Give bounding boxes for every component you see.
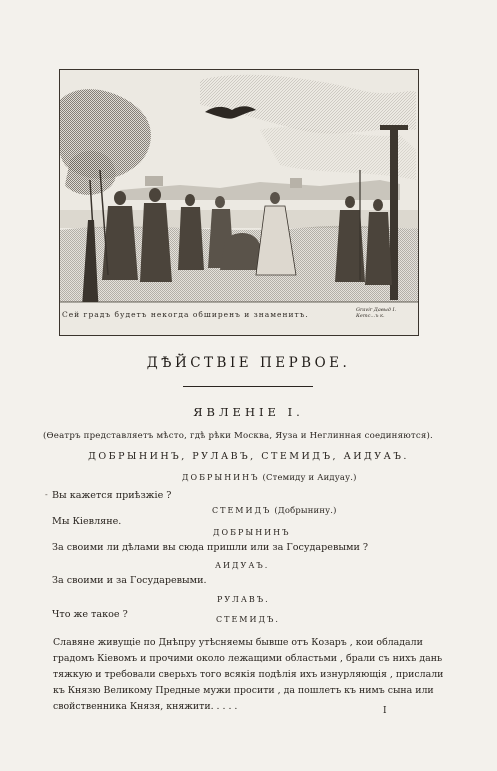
scene-title: ЯВЛЕНІЕ I. [193, 405, 304, 419]
dialogue-line: Мы Кіевляне. [52, 516, 122, 527]
paragraph-line: къ Князю Великому Предные мужи просити , да пошлетъ къ нимъ сына или [53, 685, 434, 696]
engraving-scene [60, 70, 418, 335]
engraving-illustration [59, 69, 419, 336]
dialogue-line: За своими и за Государевыми. [52, 575, 207, 586]
paragraph-line: Славяне живущіе по Днѣпру утѣсняемы бывше отъ Козаръ , кои обладали [53, 637, 423, 648]
speaker-heading: АИДУАЪ. [215, 561, 270, 570]
dialogue-line: Что же такое ? [52, 609, 128, 620]
act-title: ДѢЙСТВІЕ ПЕРВОЕ. [146, 355, 351, 371]
margin-mark: - [45, 490, 48, 499]
dialogue-line: За своими ли дѣлами вы сюда пришли или за Государевыми ? [52, 542, 369, 553]
engraving-caption: Сей градъ будетъ некогда обширенъ и знаменитъ. [62, 310, 309, 319]
stage-direction: (Ѳеатръ представляетъ мѣсто, гдѣ рѣки Москва, Яуза и Неглинная соединяются). [43, 431, 433, 441]
speaker-heading: РУЛАВЪ. [217, 595, 270, 604]
paragraph-line: свойственника Князя, княжити. . . . . [53, 701, 238, 712]
speaker-heading: СТЕМИДЪ. [216, 615, 280, 624]
speaker-heading: СТЕМИДЪ (Добрынину.) [212, 505, 337, 515]
speaker-heading: ДОБРЫНИНЪ (Стемиду и Аидуау.) [182, 472, 357, 482]
speaker-heading: ДОБРЫНИНЪ [213, 528, 291, 537]
paragraph-line: градомъ Кіевомъ и прочими около лежащими областьми , брали съ нихъ дань [53, 653, 443, 664]
dialogue-line: Вы кажется приѣзжіе ? [52, 490, 172, 501]
title-divider [183, 386, 313, 387]
speech-paragraph [53, 635, 444, 715]
character-list: ДОБРЫНИНЪ, РУЛАВЪ, СТЕМИДЪ, АИДУАЪ. [88, 451, 409, 462]
page-number: I [383, 706, 387, 716]
engraving-signature: Gravir Давыд I. Кетс...ъ к. [356, 307, 397, 319]
paragraph-line: тяжкую и требовали сверьхъ того всякія подѣлія ихъ изнурляющія , прислали [53, 669, 444, 680]
